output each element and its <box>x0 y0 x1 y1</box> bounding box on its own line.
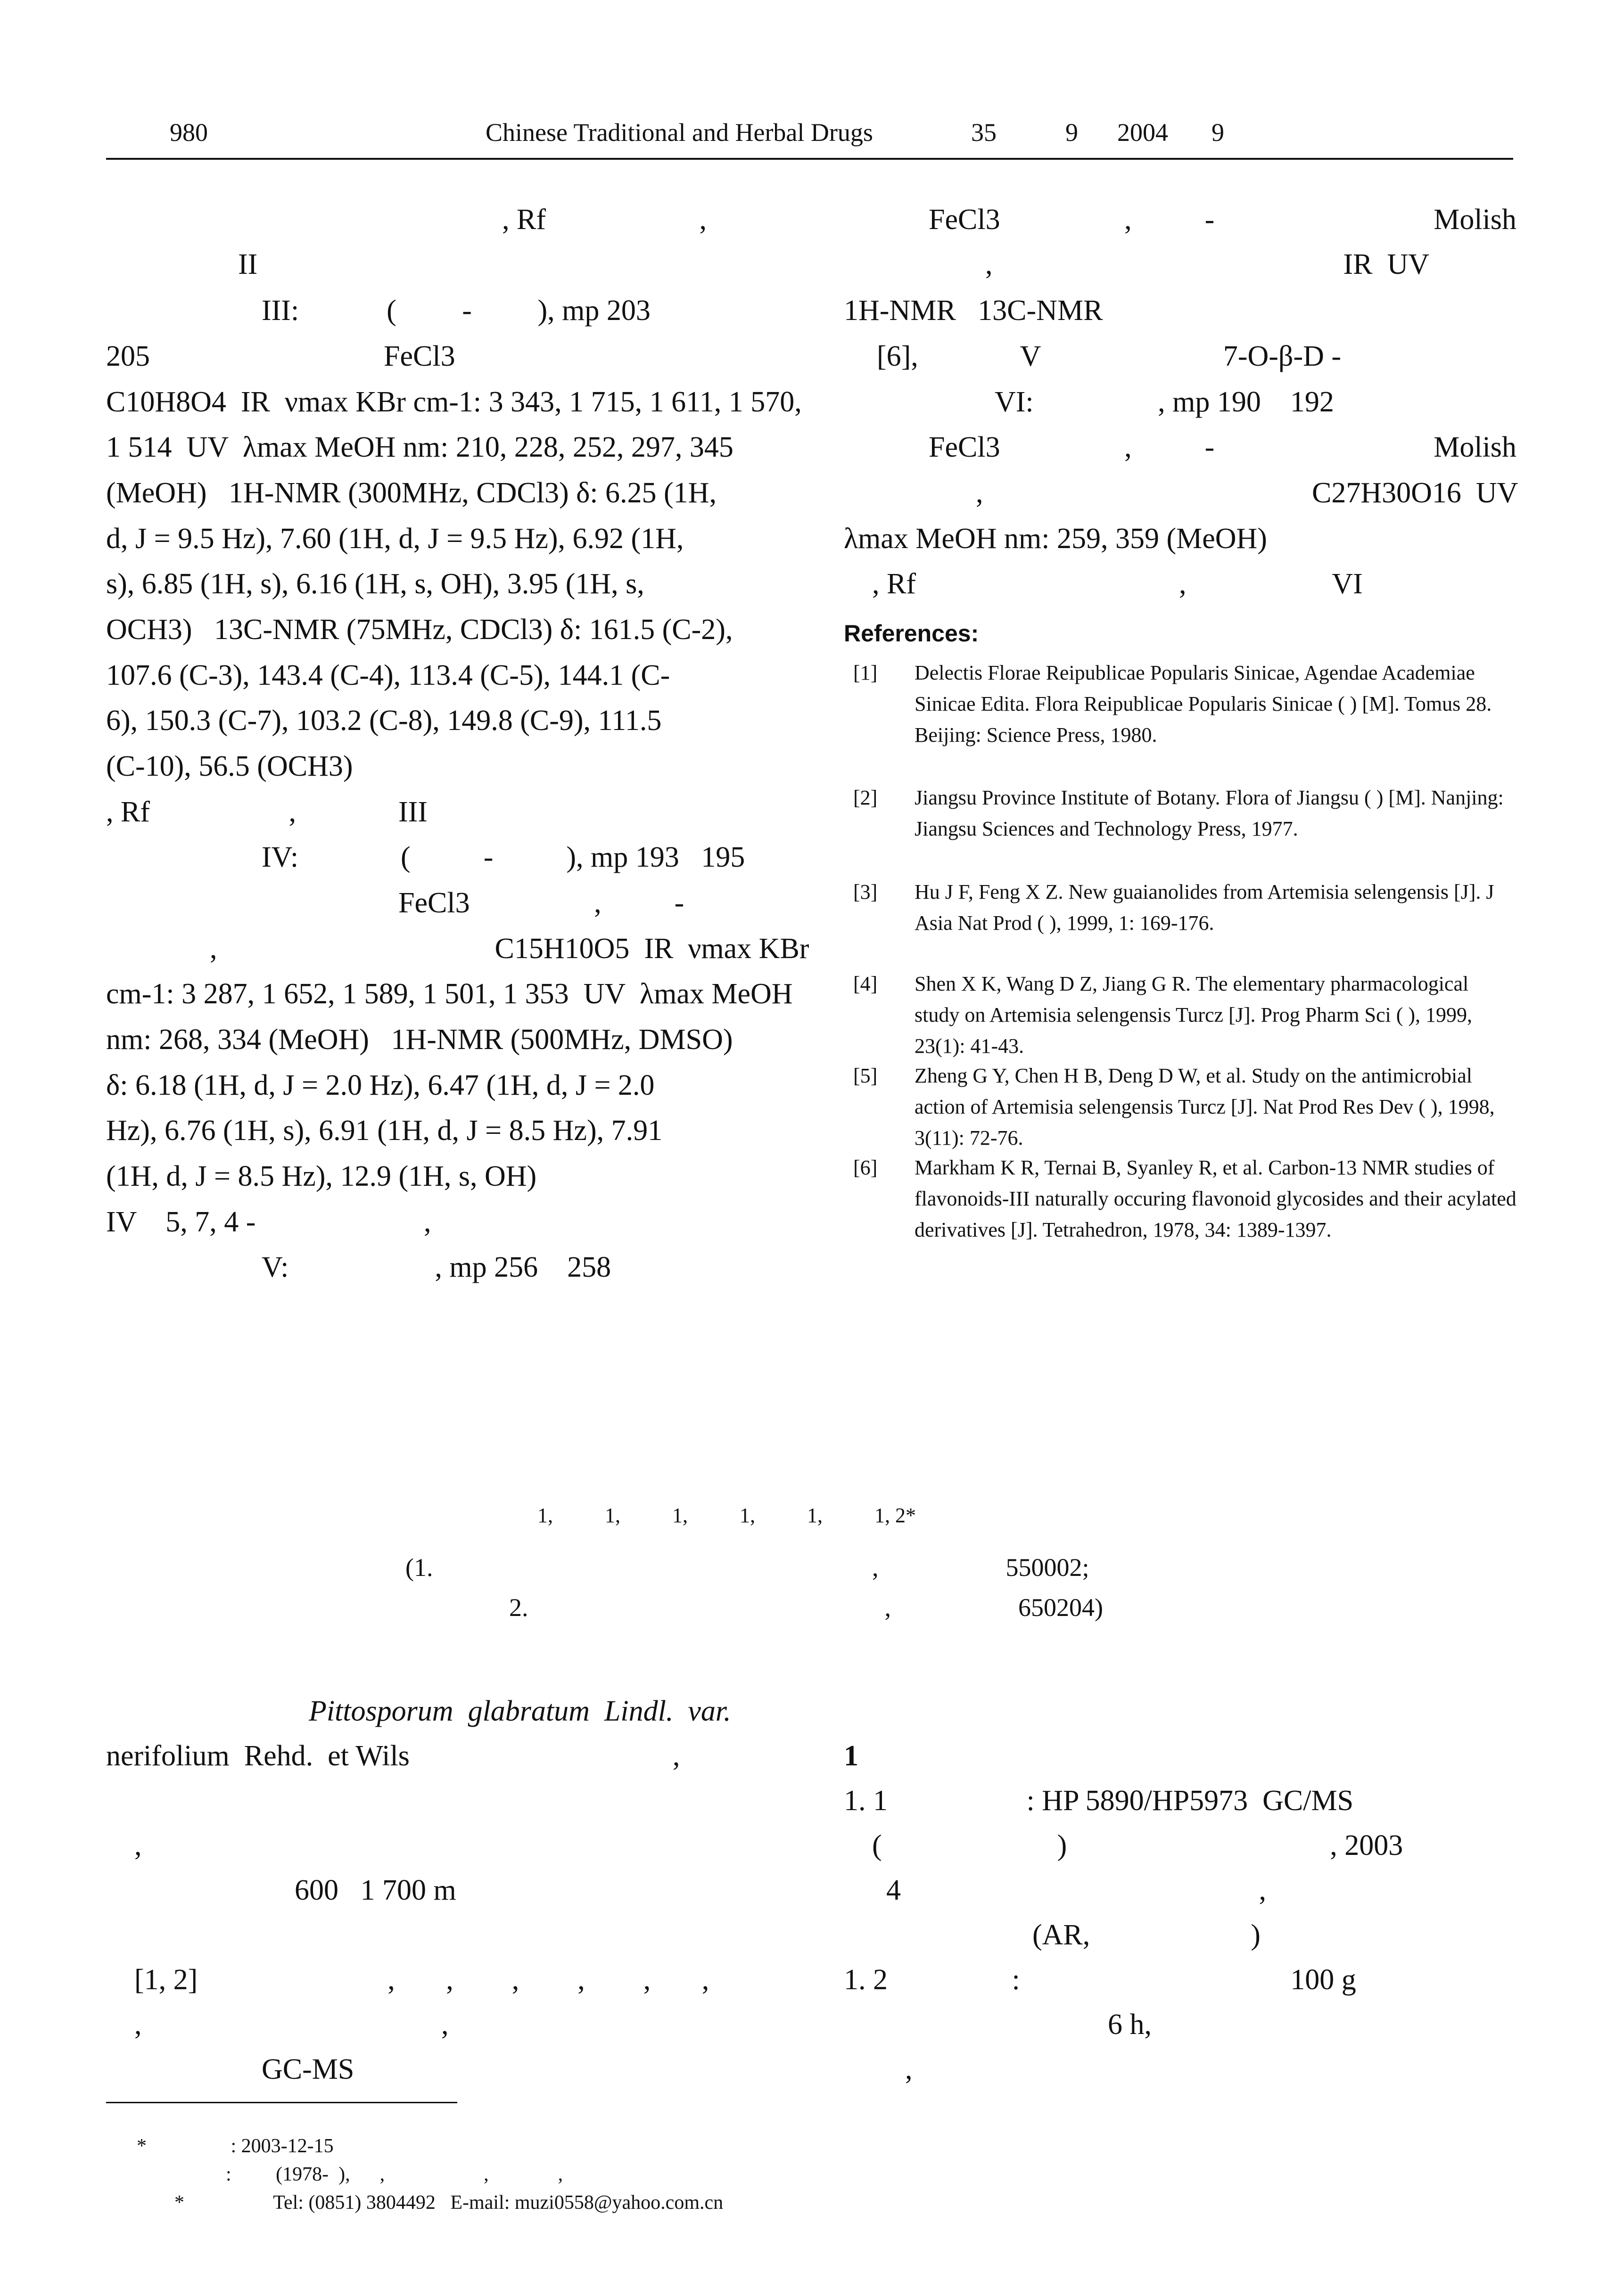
footnote-author: : (1978- ), , , , <box>137 2164 563 2185</box>
reference-text: Shen X K, Wang D Z, Jiang G R. The elementary pharmacological study on Artemisia selengensis Turcz [J]. Prog Pharm Sci ( ), 1999, 23(1): 41-43. <box>915 972 1473 1058</box>
reference-text: Jiangsu Province Institute of Botany. Flora of Jiangsu ( ) [M]. Nanjing: Jiangsu Sciences and Technology Press, 1977. <box>915 786 1504 840</box>
text-line: II <box>238 248 258 280</box>
text-line: , Rf , III <box>106 796 428 828</box>
text-line: 1. 2 : 100 g <box>844 1964 1356 1996</box>
text-line: IV 5, 7, 4 - , <box>106 1206 431 1238</box>
text-line: C10H8O4 IR νmax KBr cm-1: 3 343, 1 715, 1 611, 1 570, <box>106 386 802 418</box>
authors-line: 1, 1, 1, 1, 1, 1, 2* <box>537 1504 916 1527</box>
text-line: FeCl3 , - Molish <box>929 204 1516 236</box>
text-line: λmax MeOH nm: 259, 359 (MeOH) <box>844 523 1267 555</box>
reference-text: Markham K R, Ternai B, Syanley R, et al. Carbon-13 NMR studies of flavonoids-III naturally occuring flavonoid glycosides and their acylated derivatives [J]. Tetrahedron, 1978, 34: 1389-1397. <box>915 1156 1516 1241</box>
text-line: , Rf , VI <box>872 568 1363 600</box>
text-line: IV: ( - ), mp 193 195 <box>262 841 745 873</box>
text-line: FeCl3 , - Molish <box>929 431 1516 463</box>
text-line: [1, 2] , , , , , , <box>134 1964 709 1996</box>
text-line: , C15H10O5 IR νmax KBr <box>210 933 809 965</box>
text-line: (AR, ) <box>1032 1919 1261 1951</box>
journal-issue: 9 <box>1065 118 1078 147</box>
text-line: III: ( - ), mp 203 <box>262 295 651 327</box>
reference-number: [6] <box>853 1156 878 1179</box>
reference-number: [2] <box>853 786 878 809</box>
reference-text: Zheng G Y, Chen H B, Deng D W, et al. Study on the antimicrobial action of Artemisia selengensis Turcz [J]. Nat Prod Res Dev ( ), 1998, 3(11): 72-76. <box>915 1064 1495 1149</box>
text-line: , <box>905 2053 913 2085</box>
text-line: Hz), 6.76 (1H, s), 6.91 (1H, d, J = 8.5 Hz), 7.91 <box>106 1115 663 1147</box>
affiliation-1: (1. , 550002; <box>405 1553 1089 1582</box>
reference-number: [3] <box>853 880 878 903</box>
text-line: [6], V 7-O-β-D - <box>877 340 1342 372</box>
reference-number: [5] <box>853 1064 878 1087</box>
text-line: δ: 6.18 (1H, d, J = 2.0 Hz), 6.47 (1H, d, J = 2.0 <box>106 1069 655 1101</box>
text-line: s), 6.85 (1H, s), 6.16 (1H, s, OH), 3.95 (1H, s, <box>106 568 644 600</box>
text-line: cm-1: 3 287, 1 652, 1 589, 1 501, 1 353 UV λmax MeOH <box>106 978 793 1010</box>
reference-number: [1] <box>853 661 878 684</box>
text-line: , <box>134 1829 142 1861</box>
footnote-received: * : 2003-12-15 <box>137 2135 334 2157</box>
text-line: V: , mp 256 258 <box>262 1251 611 1283</box>
text-line: , IR UV <box>985 248 1430 280</box>
text-line: VI: , mp 190 192 <box>995 386 1334 418</box>
text-line: Pittosporum glabratum Lindl. var. <box>309 1695 731 1727</box>
text-line: , C27H30O16 UV <box>976 477 1518 509</box>
text-line: 6 h, <box>1108 2009 1152 2041</box>
text-line: 1H-NMR 13C-NMR <box>844 295 1103 327</box>
journal-month: 9 <box>1211 118 1224 147</box>
text-line: 600 1 700 m <box>295 1874 456 1906</box>
reference-text: Hu J F, Feng X Z. New guaianolides from Artemisia selengensis [J]. J Asia Nat Prod ( ), 1999, 1: 169-176. <box>915 880 1494 935</box>
text-line: OCH3) 13C-NMR (75MHz, CDCl3) δ: 161.5 (C-2), <box>106 614 733 646</box>
references-heading: References: <box>844 620 979 647</box>
text-line: (MeOH) 1H-NMR (300MHz, CDCl3) δ: 6.25 (1H, <box>106 477 717 509</box>
reference-text: Delectis Florae Reipublicae Popularis Sinicae, Agendae Academiae Sinicae Edita. Flora Reipublicae Popularis Sinicae ( ) [M]. Tomus 28. Beijing: Science Press, 1980. <box>915 661 1492 746</box>
text-line: 1. 1 : HP 5890/HP5973 GC/MS <box>844 1785 1354 1817</box>
text-line: (C-10), 56.5 (OCH3) <box>106 750 353 782</box>
text-line: , , <box>134 2009 449 2041</box>
text-line: nm: 268, 334 (MeOH) 1H-NMR (500MHz, DMSO) <box>106 1024 733 1056</box>
text-line: 1 514 UV λmax MeOH nm: 210, 228, 252, 297, 345 <box>106 431 733 463</box>
text-line: 205 FeCl3 <box>106 340 455 372</box>
text-line: , Rf , <box>502 204 707 236</box>
journal-year: 2004 <box>1117 118 1168 147</box>
text-line: 6), 150.3 (C-7), 103.2 (C-8), 149.8 (C-9), 111.5 <box>106 705 662 737</box>
footnote-rule <box>106 2102 457 2103</box>
text-line: nerifolium Rehd. et Wils , <box>106 1740 680 1772</box>
reference-number: [4] <box>853 972 878 995</box>
text-line: FeCl3 , - <box>398 887 684 919</box>
header-rule <box>106 158 1513 160</box>
journal-volume: 35 <box>971 118 997 147</box>
text-line: (1H, d, J = 8.5 Hz), 12.9 (1H, s, OH) <box>106 1160 537 1192</box>
page-number: 980 <box>170 118 208 147</box>
text-line: 4 , <box>886 1874 1266 1906</box>
text-line: GC-MS <box>262 2053 354 2085</box>
text-line: d, J = 9.5 Hz), 7.60 (1H, d, J = 9.5 Hz), 6.92 (1H, <box>106 523 684 555</box>
footnote-contact: * Tel: (0851) 3804492 E-mail: muzi0558@yahoo.com.cn <box>174 2192 724 2214</box>
journal-title: Chinese Traditional and Herbal Drugs <box>486 118 873 147</box>
affiliation-2: 2. , 650204) <box>509 1593 1103 1622</box>
text-line: ( ) , 2003 <box>872 1829 1403 1861</box>
text-line: 107.6 (C-3), 143.4 (C-4), 113.4 (C-5), 144.1 (C- <box>106 659 670 691</box>
section-number: 1 <box>844 1740 858 1772</box>
